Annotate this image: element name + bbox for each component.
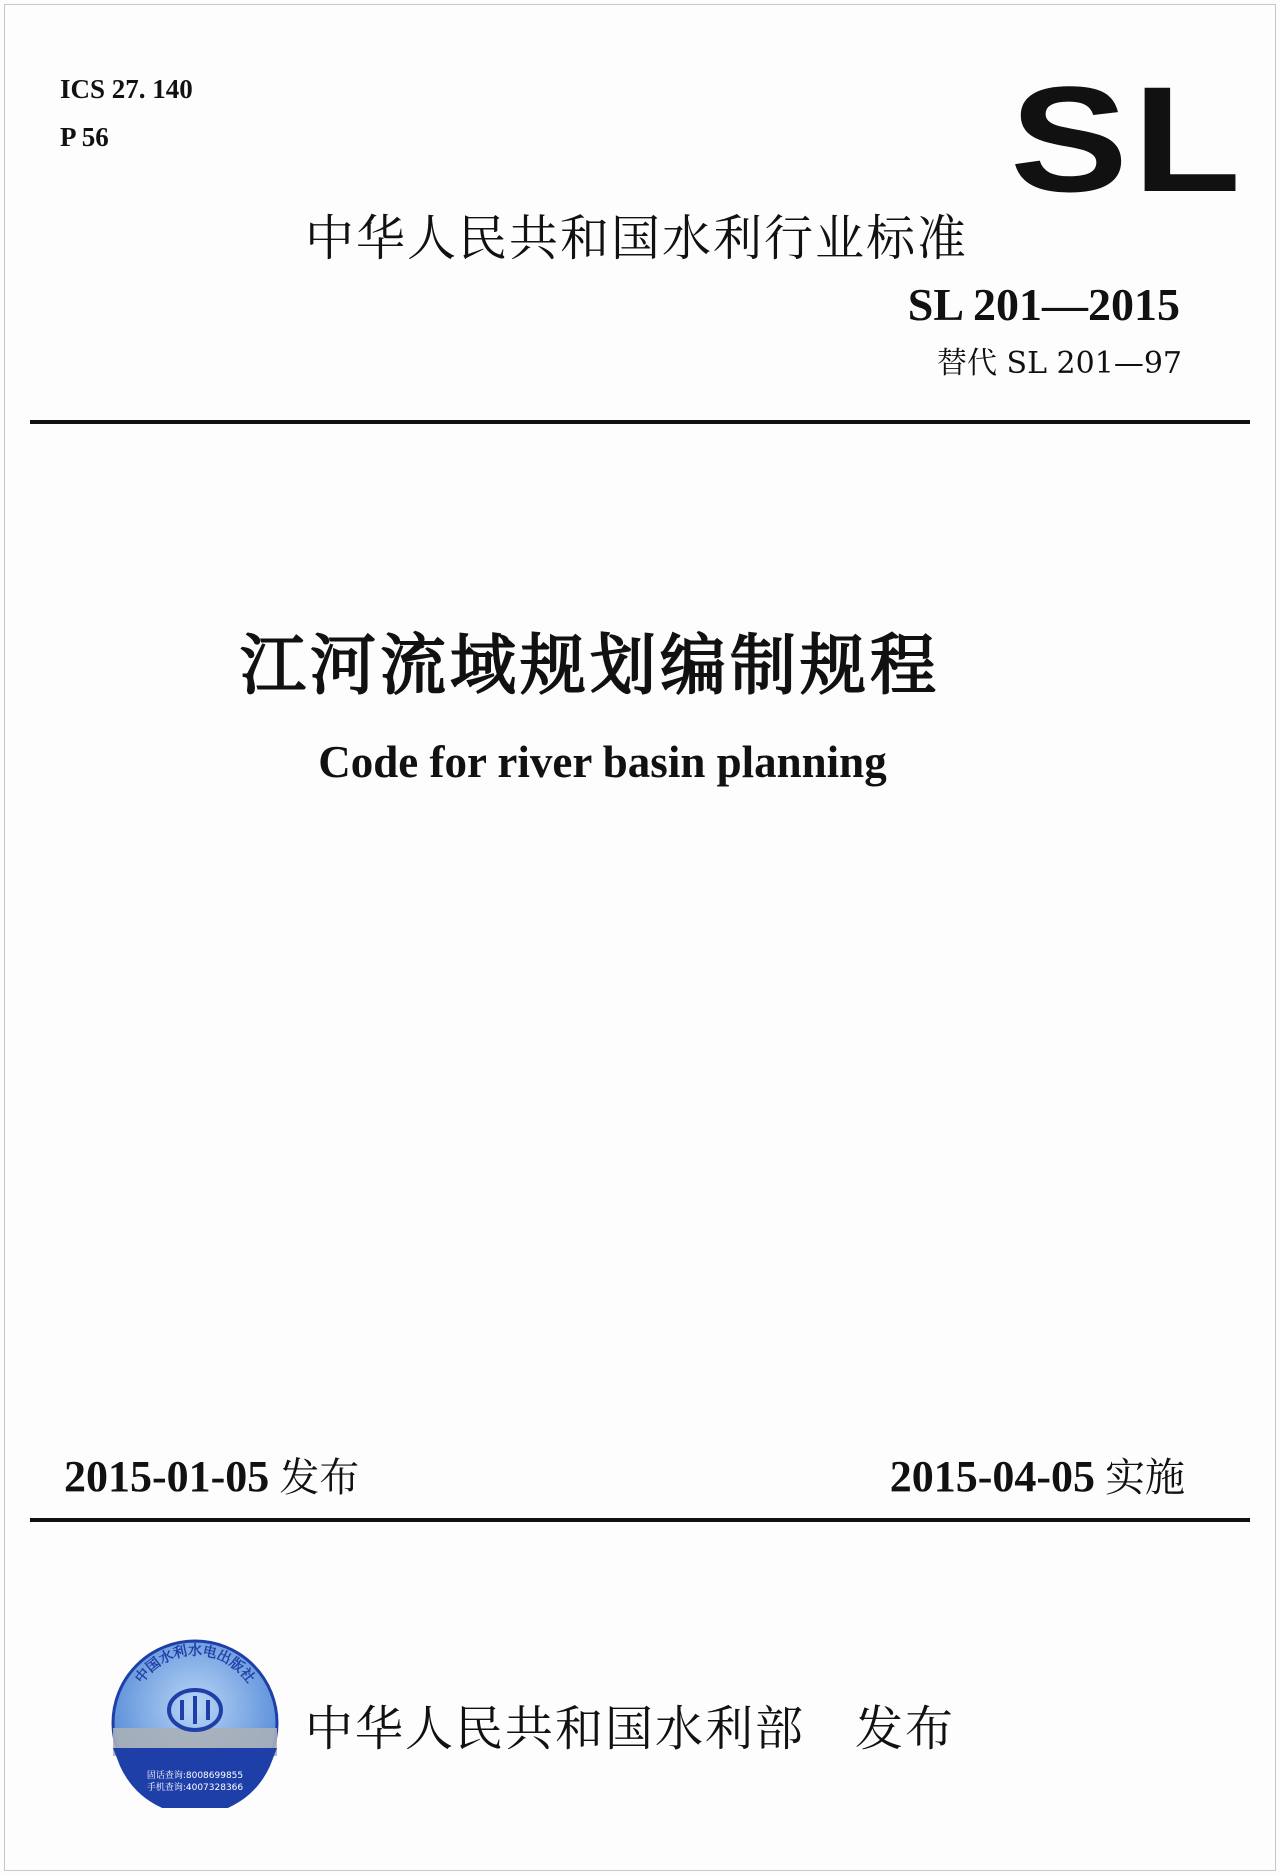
publish-label: 发布 xyxy=(855,1701,956,1757)
publisher-name: 中华人民共和国水利部 xyxy=(305,1701,806,1757)
issue-label: 发布 xyxy=(279,1455,360,1501)
anti-counterfeit-seal-icon xyxy=(110,1638,280,1808)
publisher-line xyxy=(305,1690,955,1759)
implementation-date-line xyxy=(890,1446,1185,1503)
replaces-standard: 替代 SL 201—97 xyxy=(937,346,1182,381)
seal-phone-1: 固话查询:8008699855 xyxy=(146,1771,244,1781)
title-chinese: 江河流域规划编制规程 xyxy=(240,627,940,704)
seal-arc-text: 中国水利水电出版社 xyxy=(132,1643,258,1687)
implementation-date: 2015-04-05 xyxy=(889,1452,1095,1501)
title-english: Code for river basin planning xyxy=(318,737,887,787)
implementation-label: 实施 xyxy=(1105,1455,1185,1501)
sl-logo: SL xyxy=(1010,55,1246,223)
seal-phone-2: 手机查询:4007328366 xyxy=(146,1783,244,1793)
standard-number: SL 201—2015 xyxy=(907,279,1180,330)
issue-date-line xyxy=(64,1446,359,1503)
bottom-divider xyxy=(30,1518,1250,1522)
ics-code: ICS 27. 140 xyxy=(60,74,193,104)
top-divider xyxy=(30,420,1250,424)
industry-standard-title: 中华人民共和国水利行业标准 xyxy=(305,210,969,267)
issue-date: 2015-01-05 xyxy=(64,1452,270,1501)
classification-code: P 56 xyxy=(60,122,109,152)
